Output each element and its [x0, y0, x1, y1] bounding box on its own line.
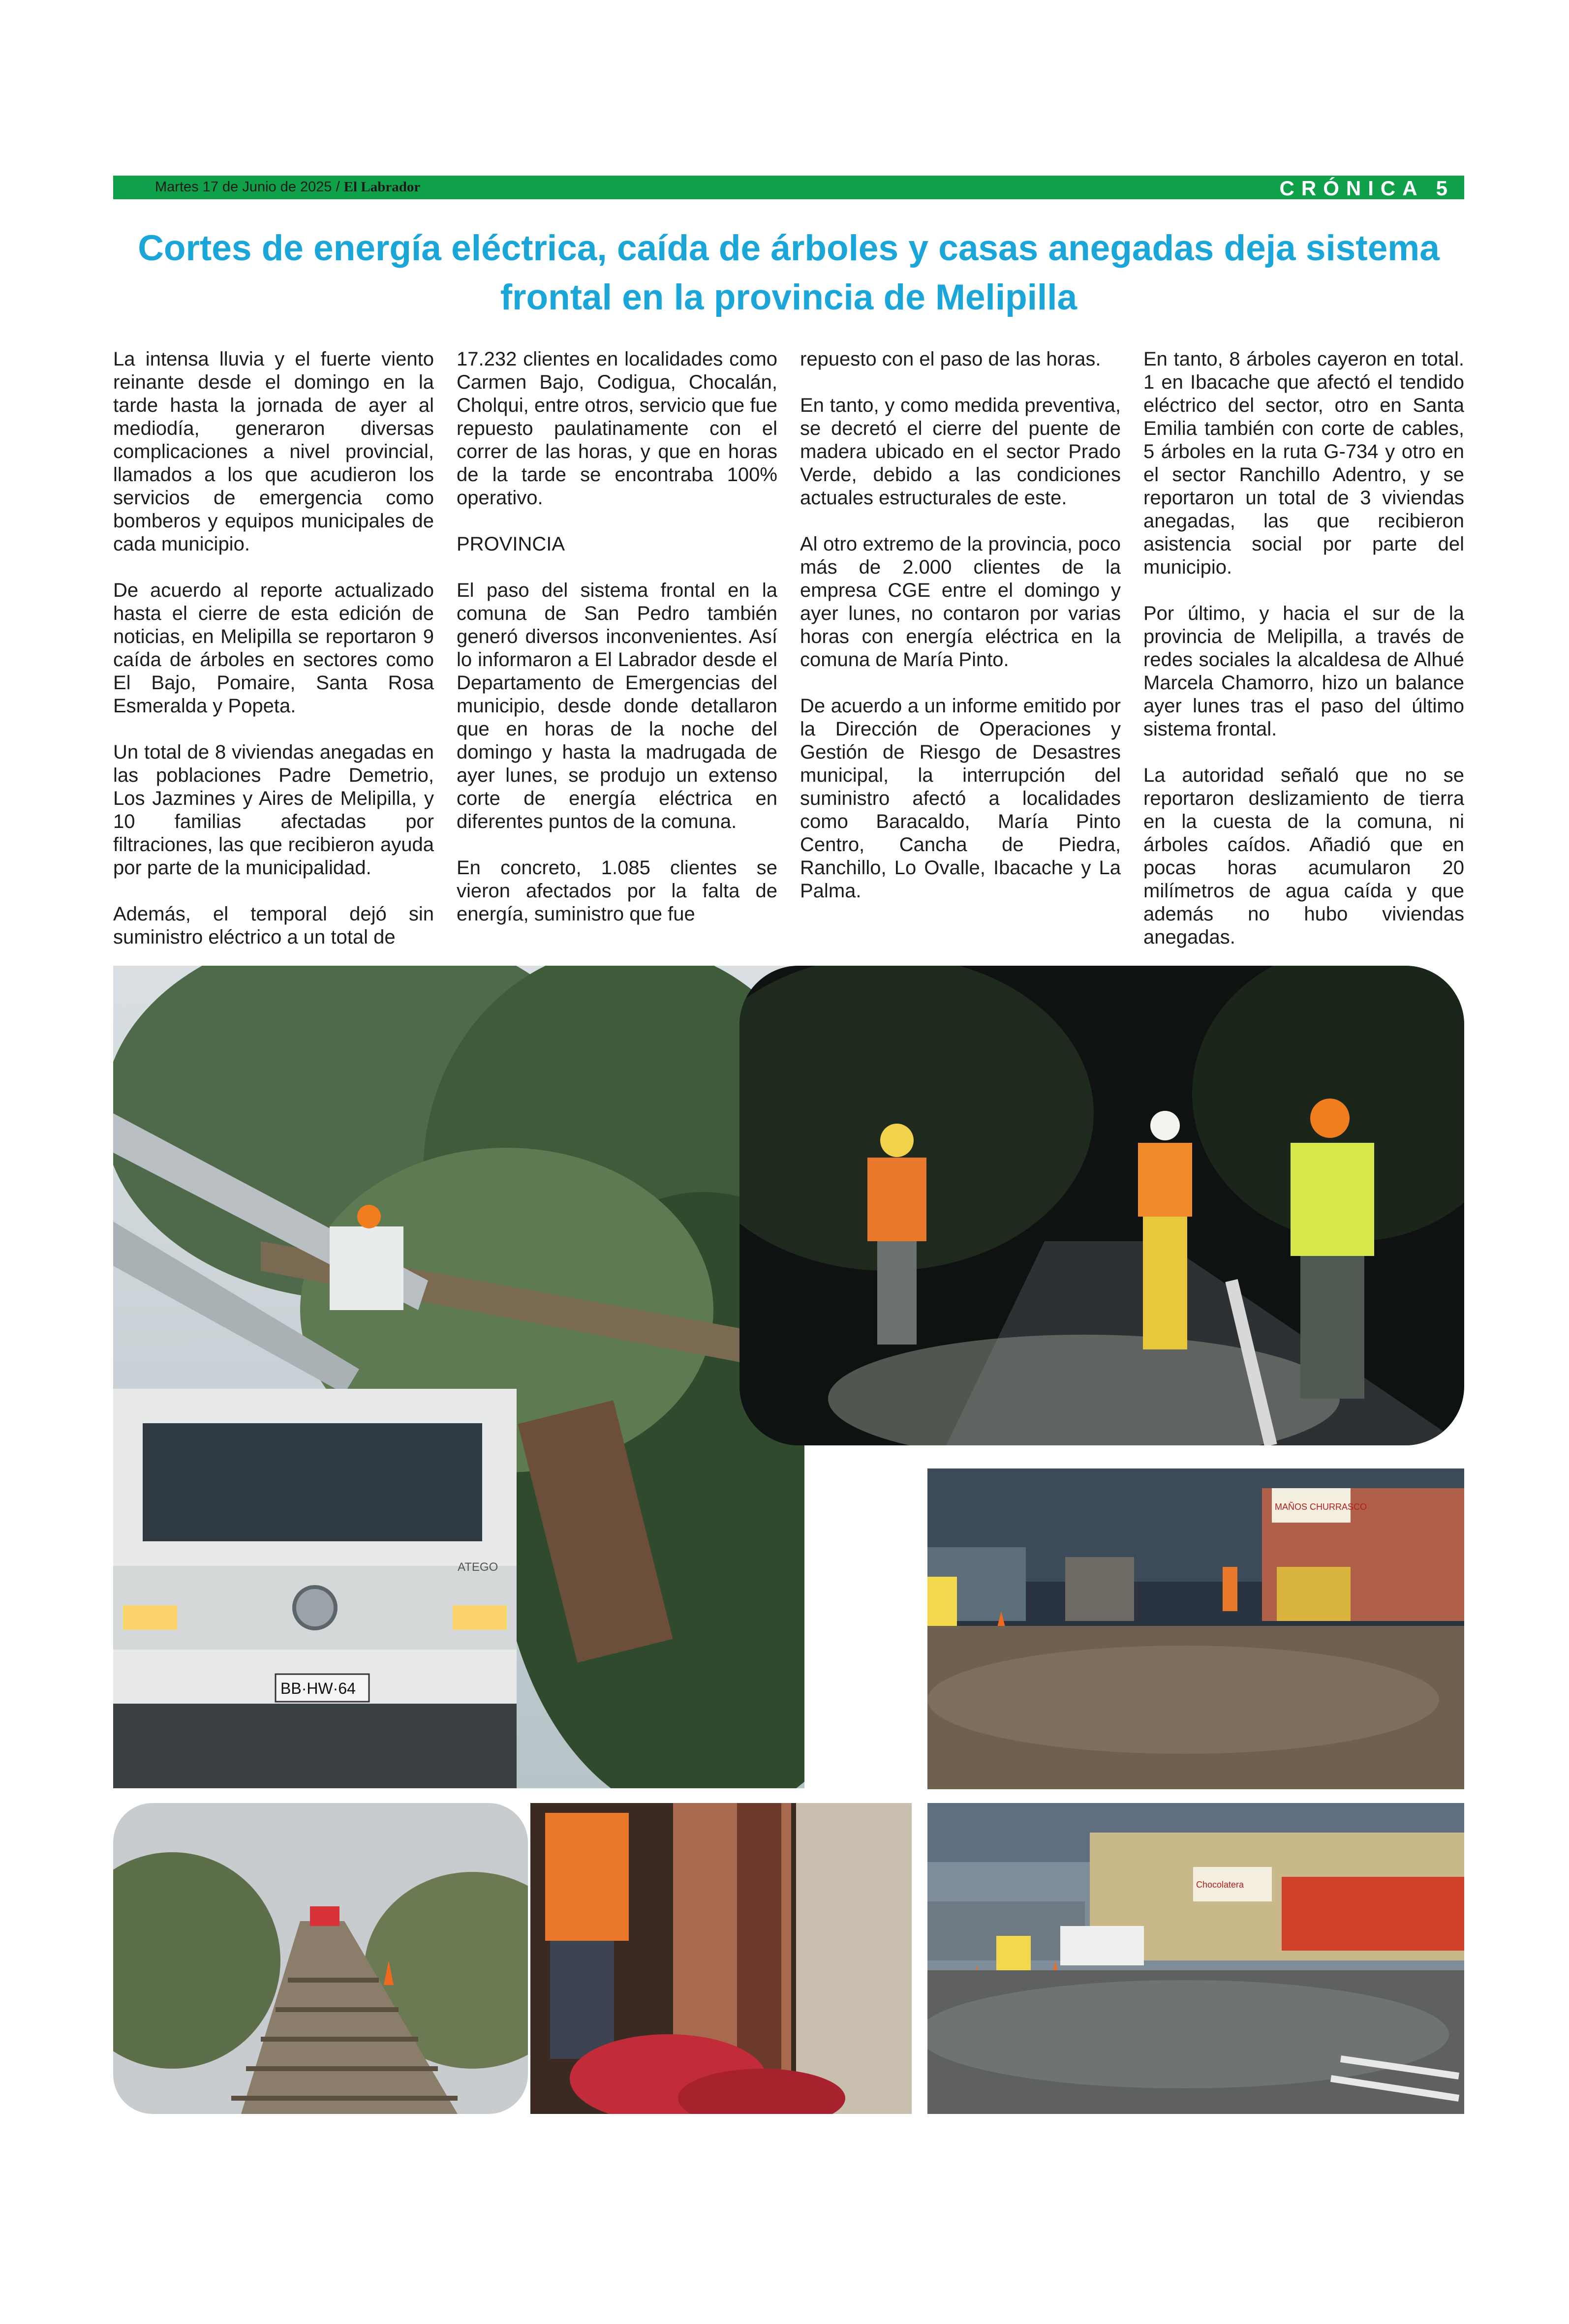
shop-sign-text: MAÑOS CHURRASCO [1275, 1502, 1367, 1512]
paragraph: De acuerdo al reporte actualizado hasta el cierre de esta edición de noticias, en Melipilla se reportaron 9 caída de árboles en sectores como El Bajo, Pomaire, Santa Rosa Esmeralda y Popeta. [113, 580, 434, 717]
truck-model-badge: ATEGO [458, 1560, 498, 1574]
page-header-bar [113, 176, 1464, 199]
section-page-label: CRÓNICA 5 [1279, 177, 1454, 200]
truck-license-plate: BB·HW·64 [280, 1680, 356, 1697]
paragraph: La autoridad señaló que no se reportaron deslizamiento de tierra en la cuesta de la comuna, ni árboles caídos. Añadió que en pocas horas acumularon 20 milímetros de agua caída y que además no hubo viviendas anegadas. [1143, 764, 1464, 948]
paragraph: En tanto, 8 árboles cayeron en total. 1 en Ibacache que afectó el tendido eléctrico del sector, otro en Santa Emilia también con corte de cables, 5 árboles en la ruta G-734 y otro en el sector Ranchillo Adentro, y se reportaron un total de 3 viviendas anegadas, las que recibieron asistencia social por parte del municipio. [1143, 348, 1464, 578]
photo-flooded-street [927, 1468, 1464, 1789]
paragraph: Al otro extremo de la provincia, poco más de 2.000 clientes de la empresa CGE entre el domingo y ayer lunes, no contaron por varias horas con energía eléctrica en la comuna de María Pinto. [800, 533, 1121, 671]
paragraph: De acuerdo a un informe emitido por la Dirección de Operaciones y Gestión de Riesgo de Desastres municipal, la interrupción del suministro afectó a localidades como Baracaldo, María Pinto Centro, Cancha de Piedra, Ranchillo, Lo Ovalle, Ibacache y La Palma. [800, 695, 1121, 902]
paragraph: La intensa lluvia y el fuerte viento reinante desde el domingo en la tarde hasta la jornada de ayer al mediodía, generaron diversas complicaciones a nivel provincial, llamados a los que acudieron los servicios de emergencia como bomberos y equipos municipales de cada municipio. [113, 348, 434, 555]
photo-flooded-house [530, 1803, 912, 2114]
article-column-2 [457, 348, 777, 926]
dateline-separator: / [336, 179, 340, 195]
article-column-3 [800, 348, 1121, 903]
headline-line-2: frontal en la provincia de Melipilla [500, 277, 1077, 317]
paragraph: En concreto, 1.085 clientes se vieron afectados por la falta de energía, suministro que fue [457, 857, 777, 925]
paragraph: Además, el temporal dejó sin suministro eléctrico a un total de [113, 903, 434, 948]
photo-night-workers [739, 966, 1464, 1445]
paragraph: Por último, y hacia el sur de la provincia de Melipilla, a través de redes sociales la alcaldesa de Alhué Marcela Chamorro, hizo un balance ayer lunes tras el paso del último sistema frontal. [1143, 603, 1464, 740]
article-column-1 [113, 348, 434, 949]
subheading-provincia: PROVINCIA [457, 533, 565, 555]
paragraph: Un total de 8 viviendas anegadas en las poblaciones Padre Demetrio, Los Jazmines y Aires de Melipilla, y 10 familias afectadas por filtraciones, las que recibieron ayuda por parte de la municipalidad. [113, 741, 434, 879]
paragraph: repuesto con el paso de las horas. [800, 348, 1101, 370]
paragraph: En tanto, y como medida preventiva, se decretó el cierre del puente de madera ubicado en el sector Prado Verde, debido a las condiciones actuales estructurales de este. [800, 395, 1121, 509]
article-headline [113, 224, 1464, 322]
shop-sign-text: Chocolatera [1196, 1880, 1244, 1890]
article-column-4 [1143, 348, 1464, 949]
photo-wooden-bridge [113, 1803, 528, 2114]
headline-line-1: Cortes de energía eléctrica, caída de árboles y casas anegadas deja sistema [138, 228, 1440, 268]
paragraph: El paso del sistema frontal en la comuna de San Pedro también generó diversos inconvenientes. Así lo informaron a El Labrador desde el Departamento de Emergencias del municipio, desde donde detallaron que en horas de la noche del domingo y hasta la madrugada de ayer lunes, se produjo un extenso corte de energía eléctrica en diferentes puntos de la comuna. [457, 580, 777, 832]
newspaper-name: El Labrador [343, 179, 421, 195]
issue-date: Martes 17 de Junio de 2025 [155, 179, 332, 195]
paragraph: 17.232 clientes en localidades como Carmen Bajo, Codigua, Chocalán, Cholqui, entre otros, servicio que fue repuesto paulatinamente con el correr de las horas, y que en horas de la tarde se encontraba 100% operativo. [457, 348, 777, 509]
photo-truck-fallen-tree [113, 966, 804, 1788]
photo-flooded-corner [927, 1803, 1464, 2114]
header-dateline [155, 179, 420, 195]
